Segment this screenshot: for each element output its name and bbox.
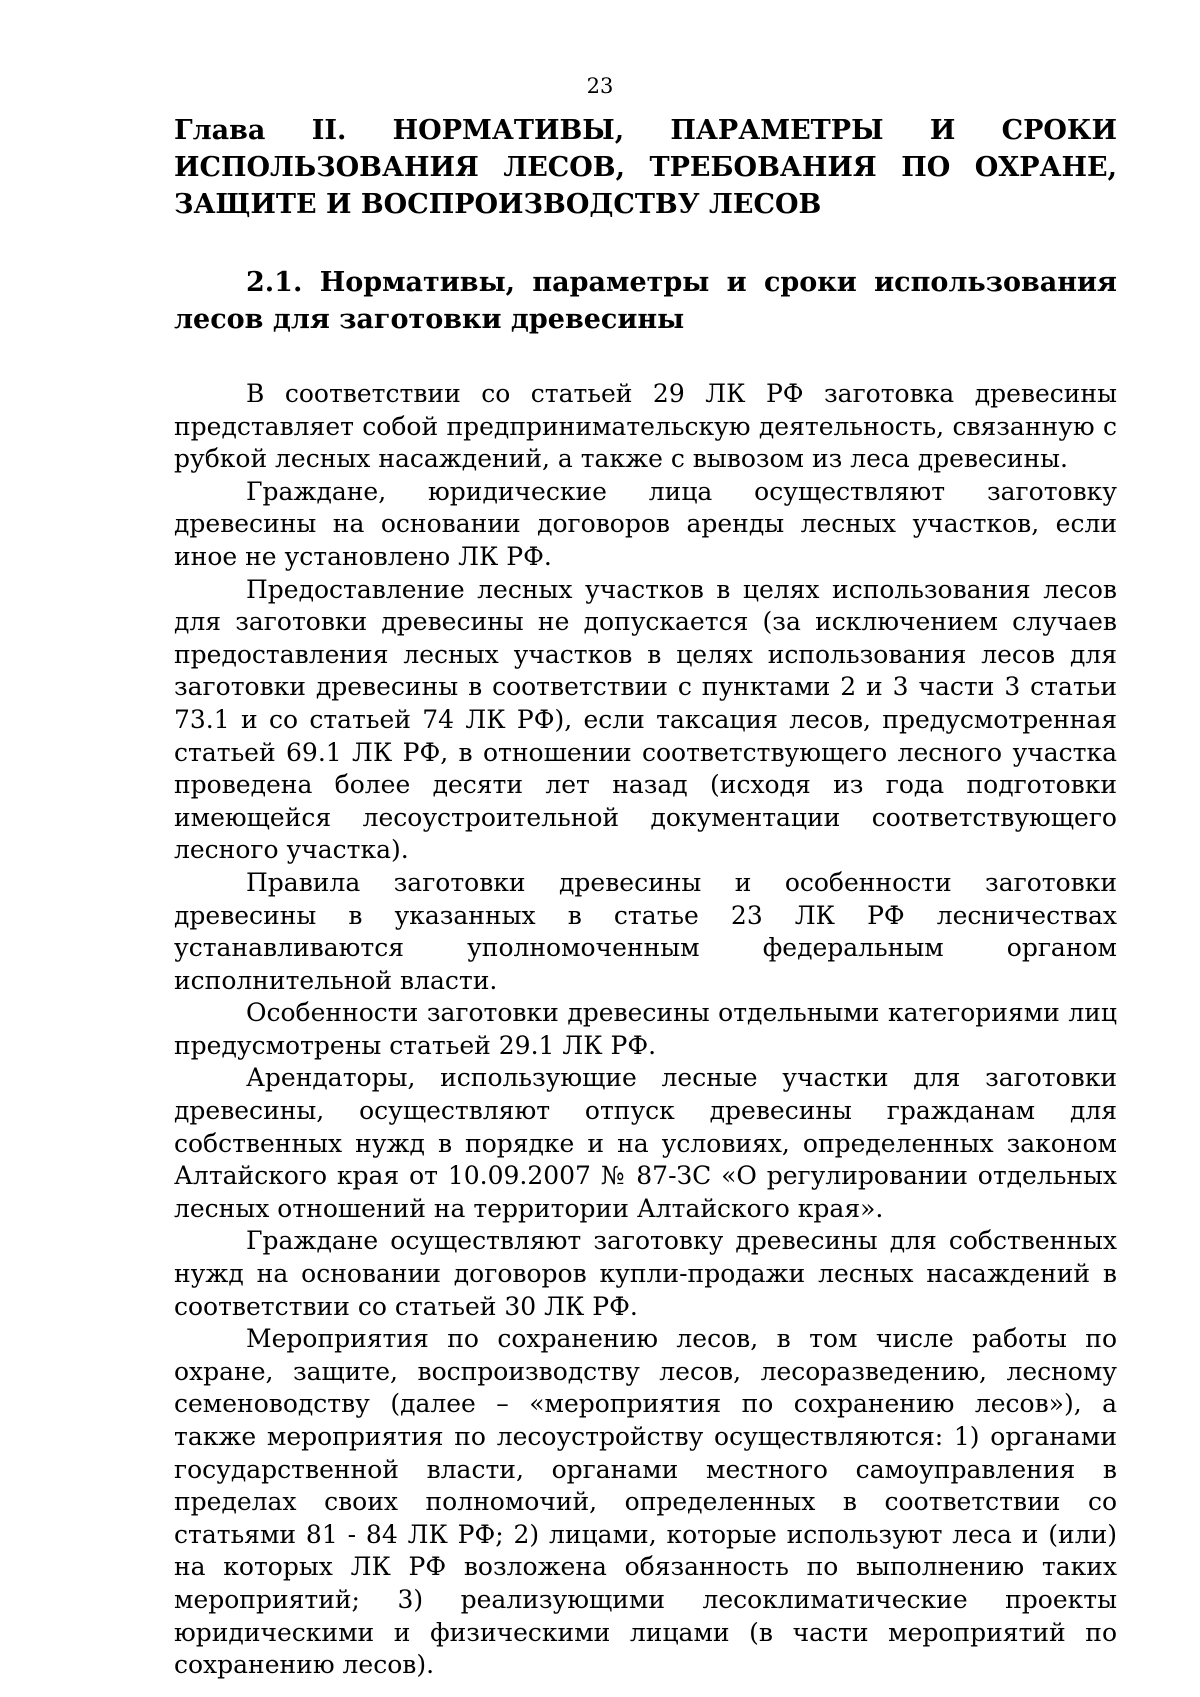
paragraph: Граждане, юридические лица осуществляют заготовку древесины на основании договоров аренды лесных участков, если иное не установлено ЛК РФ.: [174, 476, 1117, 571]
section-title: 2.1. Нормативы, параметры и сроки использования лесов для заготовки древесины: [174, 267, 1117, 335]
paragraph: Предоставление лесных участков в целях использования лесов для заготовки древесины не допускается (за исключением случаев предоставления лесных участков в целях использования лесов для заготовки древесины в соответствии с пунктами 2 и 3 части 3 статьи 73.1 и со статьей 74 ЛК РФ), если таксация лесов, предусмотренная статьей 69.1 ЛК РФ, в отношении соответствующего лесного участка проведена более десяти лет назад (исходя из года подготовки имеющейся лесоустроительной документации соответствующего лесного участка).: [174, 574, 1117, 865]
paragraph: Граждане осуществляют заготовку древесины для собственных нужд на основании договоров купли-продажи лесных насаждений в соответствии со статьей 30 ЛК РФ.: [174, 1226, 1117, 1321]
paragraph: Особенности заготовки древесины отдельными категориями лиц предусмотрены статьей 29.1 ЛК РФ.: [174, 998, 1117, 1060]
paragraph: Правила заготовки древесины и особенности заготовки древесины в указанных в статье 23 ЛК РФ лесничествах устанавливаются уполномоченным федеральным органом исполнительной власти.: [174, 867, 1117, 995]
page-number: 23: [586, 74, 614, 98]
paragraph: Арендаторы, использующие лесные участки для заготовки древесины, осуществляют отпуск древесины гражданам для собственных нужд в порядке и на условиях, определенных законом Алтайского края от 10.09.2007 № 87-ЗС «О регулировании отдельных лесных отношений на территории Алтайского края».: [174, 1063, 1117, 1223]
paragraph-list: [174, 378, 1117, 1682]
paragraph: В соответствии со статьей 29 ЛК РФ заготовка древесины представляет собой предпринимательскую деятельность, связанную с рубкой лесных насаждений, а также с вывозом из леса древесины.: [174, 379, 1117, 474]
document-body: [174, 112, 1117, 1682]
paragraph: Мероприятия по сохранению лесов, в том числе работы по охране, защите, воспроизводству лесов, лесоразведению, лесному семеноводству (далее – «мероприятия по сохранению лесов»), а также мероприятия по лесоустройству осуществляются: 1) органами государственной власти, органами местного самоуправления в пределах своих полномочий, определенных в соответствии со статьями 81 - 84 ЛК РФ; 2) лицами, которые используют леса и (или) на которых ЛК РФ возложена обязанность по выполнению таких мероприятий; 3) реализующими лесоклиматические проекты юридическими и физическими лицами (в части мероприятий по сохранению лесов).: [174, 1324, 1117, 1680]
chapter-title: Глава II. НОРМАТИВЫ, ПАРАМЕТРЫ И СРОКИ ИСПОЛЬЗОВАНИЯ ЛЕСОВ, ТРЕБОВАНИЯ ПО ОХРАНЕ, ЗАЩИТЕ И ВОСПРОИЗВОДСТВУ ЛЕСОВ: [174, 115, 1117, 220]
